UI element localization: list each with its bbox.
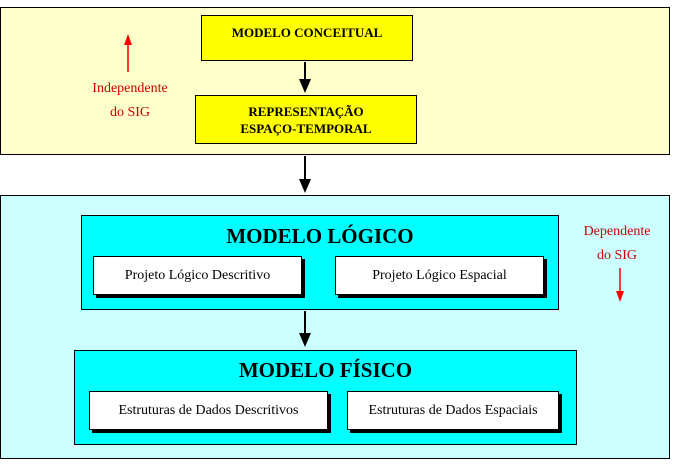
physical-spatial-label: Estruturas de Dados Espaciais — [368, 402, 538, 418]
physical-model-title: MODELO FÍSICO — [238, 358, 413, 382]
representation-label-line1: REPRESENTAÇÃO — [248, 103, 364, 119]
conceptual-to-representation-arrow — [299, 62, 311, 93]
dependent-down-arrow — [616, 268, 624, 302]
logical-model-title: MODELO LÓGICO — [226, 224, 414, 248]
independent-annotation-line2: do SIG — [109, 105, 151, 120]
independent-up-arrow — [124, 34, 132, 72]
dependent-annotation-line2: do SIG — [596, 248, 638, 263]
conceptual-model-label: MODELO CONCEITUAL — [231, 25, 383, 40]
representation-label-line2: ESPAÇO-TEMPORAL — [240, 120, 372, 136]
independent-annotation-line1: Independente — [92, 81, 168, 96]
logical-to-physical-arrow — [299, 311, 311, 347]
dependent-annotation-line1: Dependente — [583, 224, 651, 239]
logical-spatial-label: Projeto Lógico Espacial — [372, 267, 507, 283]
logical-descriptive-label: Projeto Lógico Descritivo — [124, 267, 271, 283]
physical-descriptive-label: Estruturas de Dados Descritivos — [118, 402, 299, 418]
representation-to-logical-arrow — [299, 156, 311, 193]
